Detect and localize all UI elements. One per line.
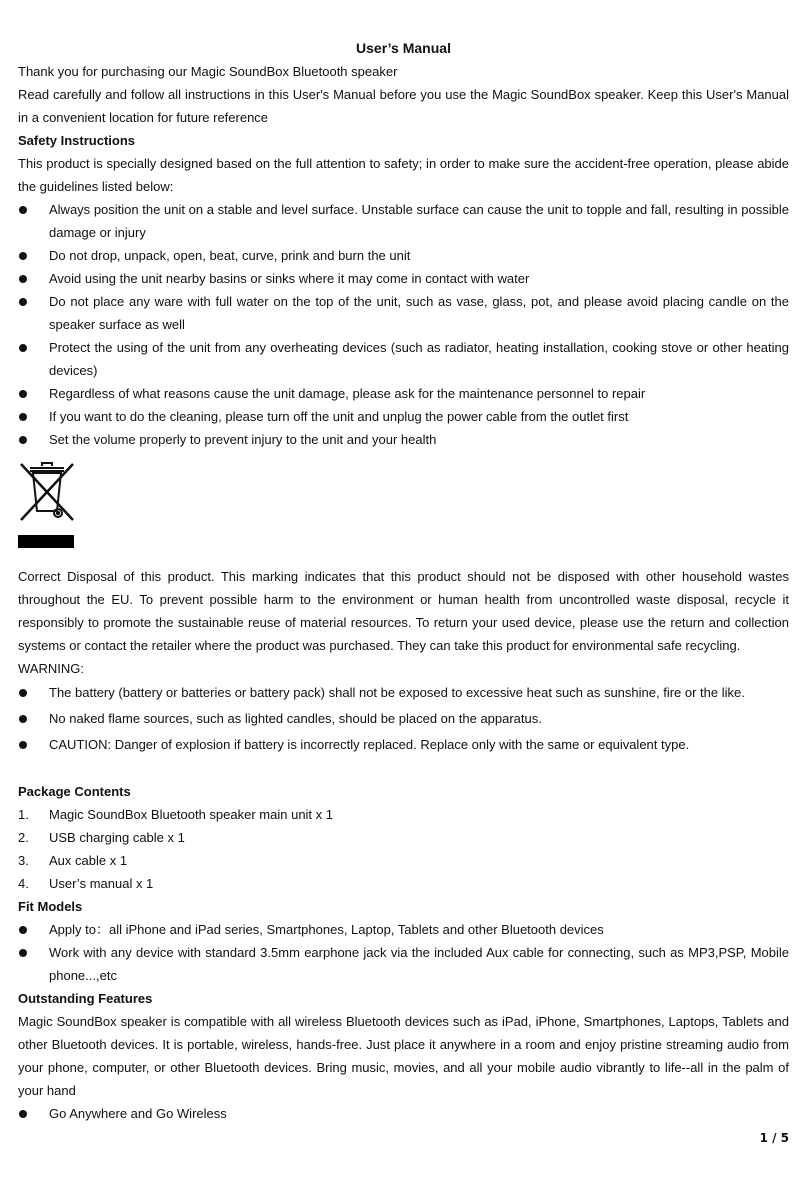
crossed-out-wheelie-bin-icon (18, 461, 789, 521)
list-item-text: If you want to do the cleaning, please turn off the unit and unplug the power cable from the outlet first (49, 409, 629, 424)
list-item-text: User’s manual x 1 (49, 876, 154, 891)
bullet-icon (19, 275, 27, 283)
list-item-text: Set the volume properly to prevent injury to the unit and your health (49, 432, 437, 447)
list-item-text: Go Anywhere and Go Wireless (49, 1106, 227, 1121)
list-item-number: 1. (18, 807, 29, 822)
features-list (18, 1102, 789, 1125)
warning-label: WARNING: (18, 661, 84, 676)
list-item (18, 198, 789, 244)
bullet-icon (19, 689, 27, 697)
bullet-icon (19, 741, 27, 749)
bullet-icon (19, 390, 27, 398)
features-body: Magic SoundBox speaker is compatible with all wireless Bluetooth devices such as iPad, iPhone, Smartphones, Laptops, Tablets and other Bluetooth devices. It is portable, wireless, hands-free. Just place it anywhere in a room and enjoy pristine streaming audio from your phone, computer, or other Bluetooth devices. Bring music, movies, and all your mobile audio vibrantly to life--all in the palm of your hand (18, 1014, 789, 1098)
list-item-text: Do not place any ware with full water on the top of the unit, such as vase, glass, pot, and please avoid placing candle on the speaker surface as well (49, 294, 789, 332)
list-item (18, 267, 789, 290)
list-item (18, 706, 789, 732)
list-item-text: Protect the using of the unit from any overheating devices (such as radiator, heating installation, cooking stove or other heating devices) (49, 340, 789, 378)
list-item (18, 680, 789, 706)
list-item (18, 382, 789, 405)
intro-read-carefully: Read carefully and follow all instructions in this User's Manual before you use the Magic SoundBox speaker. Keep this User's Manual in a convenient location for future reference (18, 87, 789, 125)
list-item-number: 3. (18, 853, 29, 868)
bullet-icon (19, 413, 27, 421)
list-item (18, 918, 789, 941)
fit-models-list (18, 918, 789, 987)
list-item-text: Apply to：all iPhone and iPad series, Smartphones, Laptop, Tablets and other Bluetooth devices (49, 922, 604, 937)
list-item (18, 336, 789, 382)
bullet-icon (19, 344, 27, 352)
list-item-number: 2. (18, 830, 29, 845)
page-title: User’s Manual (356, 40, 451, 56)
safety-lead: This product is specially designed based on the full attention to safety; in order to make sure the accident-free operation, please abide the guidelines listed below: (18, 156, 789, 194)
bullet-icon (19, 926, 27, 934)
list-item (18, 244, 789, 267)
list-item-number: 4. (18, 876, 29, 891)
list-item-text: Aux cable x 1 (49, 853, 128, 868)
list-item (18, 849, 789, 872)
disposal-text: Correct Disposal of this product. This marking indicates that this product should not be disposed with other household wastes throughout the EU. To prevent possible harm to the environment or human health from uncontrolled waste disposal, recycle it responsibly to promote the sustainable reuse of material resources. To return your used device, please use the return and collection systems or contact the retailer where the product was purchased. They can take this product for environmental safe recycling. (18, 569, 789, 653)
package-heading: Package Contents (18, 784, 131, 799)
bullet-icon (19, 715, 27, 723)
list-item (18, 732, 789, 758)
list-item (18, 290, 789, 336)
list-item (18, 941, 789, 987)
list-item (18, 826, 789, 849)
bullet-icon (19, 252, 27, 260)
weee-underline-bar (18, 535, 74, 548)
list-item-text: Avoid using the unit nearby basins or sinks where it may come in contact with water (49, 271, 530, 286)
list-item-text: The battery (battery or batteries or battery pack) shall not be exposed to excessive heat such as sunshine, fire or the like. (49, 685, 745, 700)
list-item (18, 872, 789, 895)
bullet-icon (19, 298, 27, 306)
list-item-text: Regardless of what reasons cause the unit damage, please ask for the maintenance personnel to repair (49, 386, 646, 401)
bullet-icon (19, 1110, 27, 1118)
warning-list (18, 680, 789, 758)
list-item (18, 1102, 789, 1125)
list-item-text: Work with any device with standard 3.5mm earphone jack via the included Aux cable for connecting, such as MP3,PSP, Mobile phone...,etc (49, 945, 789, 983)
fit-models-heading: Fit Models (18, 899, 83, 914)
list-item-text: Always position the unit on a stable and level surface. Unstable surface can cause the unit to topple and fall, resulting in possible damage or injury (49, 202, 789, 240)
list-item (18, 428, 789, 451)
safety-heading: Safety Instructions (18, 133, 136, 148)
page-number: 1 / 5 (759, 1131, 789, 1145)
list-item-text: No naked flame sources, such as lighted candles, should be placed on the apparatus. (49, 711, 542, 726)
manual-page (18, 37, 789, 1125)
safety-list (18, 198, 789, 451)
intro-thanks: Thank you for purchasing our Magic SoundBox Bluetooth speaker (18, 64, 398, 79)
package-list (18, 803, 789, 895)
bullet-icon (19, 436, 27, 444)
list-item (18, 803, 789, 826)
list-item-text: Magic SoundBox Bluetooth speaker main unit x 1 (49, 807, 334, 822)
features-heading: Outstanding Features (18, 991, 153, 1006)
bullet-icon (19, 949, 27, 957)
list-item-text: USB charging cable x 1 (49, 830, 185, 845)
list-item (18, 405, 789, 428)
list-item-text: CAUTION: Danger of explosion if battery is incorrectly replaced. Replace only with the same or equivalent type. (49, 737, 690, 752)
list-item-text: Do not drop, unpack, open, beat, curve, prink and burn the unit (49, 248, 411, 263)
bullet-icon (19, 206, 27, 214)
